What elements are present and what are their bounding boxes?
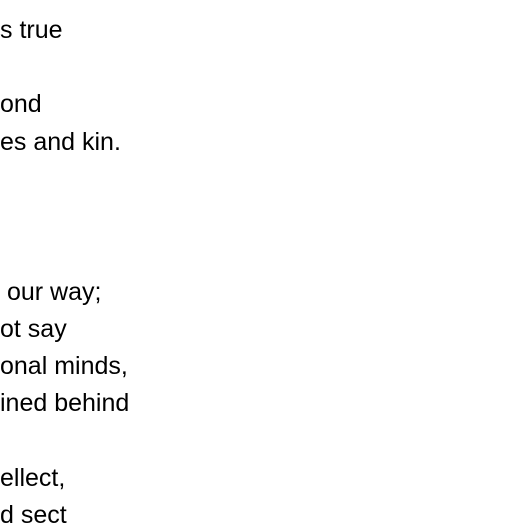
- text-line: es and kin.: [0, 128, 121, 156]
- text-line: ond: [0, 90, 42, 118]
- text-line: our way;: [0, 278, 102, 306]
- text-line: onal minds,: [0, 352, 128, 380]
- text-line: s true: [0, 16, 63, 44]
- text-line: ined behind: [0, 389, 130, 417]
- text-line: d sect: [0, 501, 67, 529]
- text-line: ellect,: [0, 464, 66, 492]
- text-line: ot say: [0, 315, 67, 343]
